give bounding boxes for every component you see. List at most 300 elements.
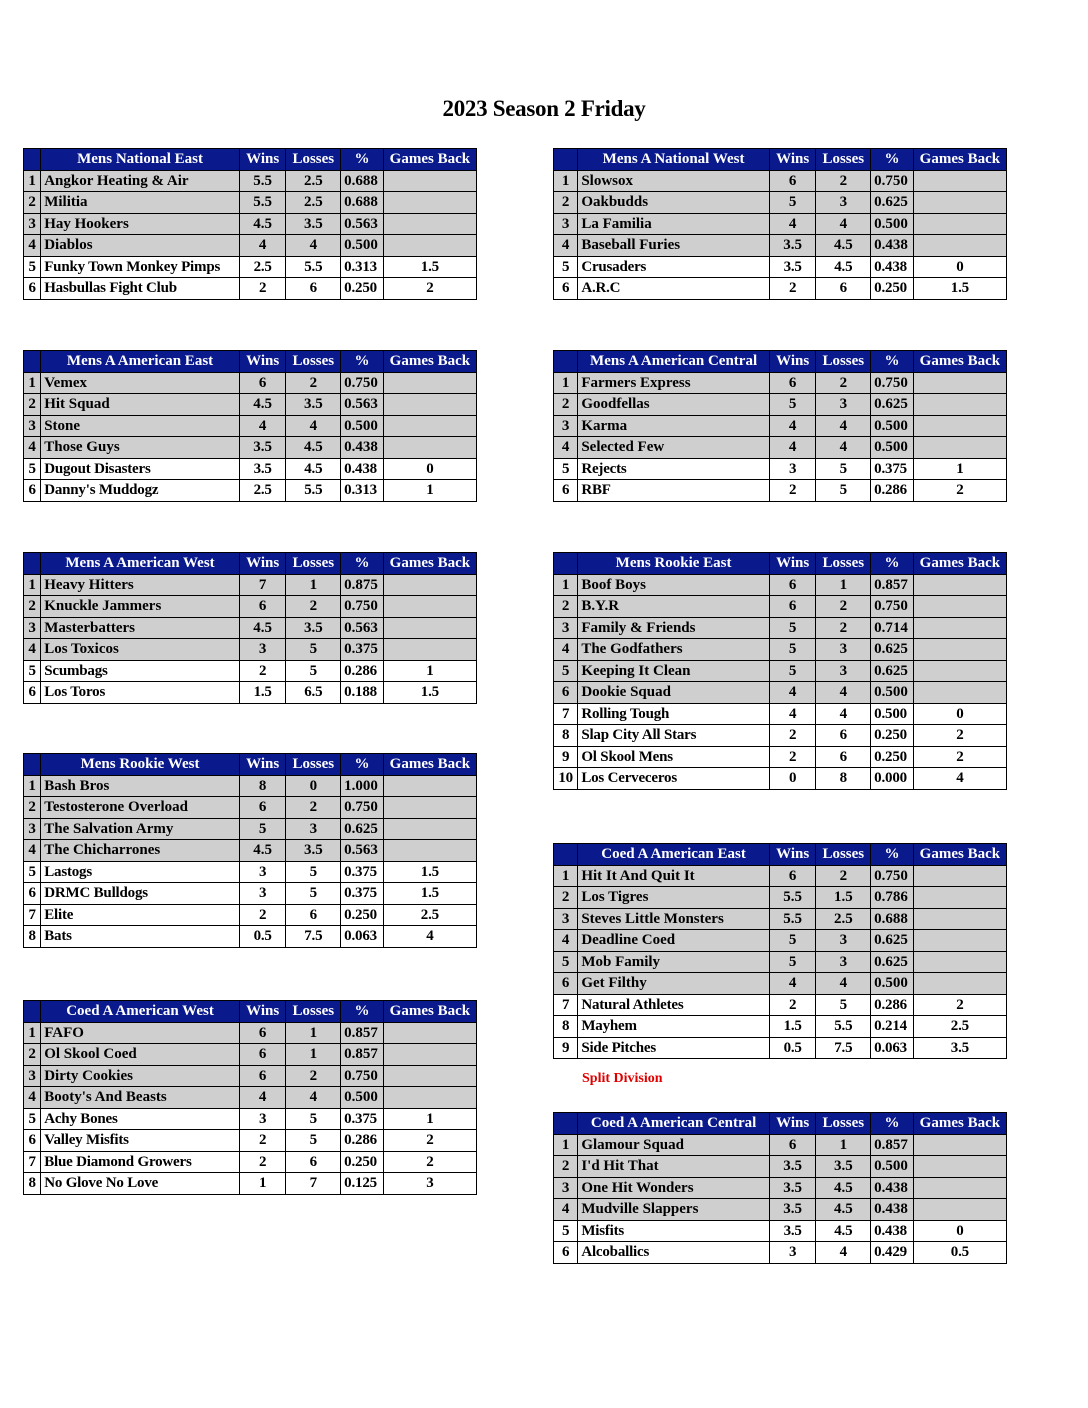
games-back-header: Games Back	[383, 754, 476, 776]
wins-cell: 1	[239, 1173, 286, 1195]
wins-cell: 6	[239, 797, 286, 819]
team-row	[554, 256, 1007, 278]
rank-cell: 8	[554, 725, 578, 747]
team-name-cell: Dookie Squad	[578, 682, 770, 704]
pct-cell: 0.500	[871, 437, 914, 459]
wins-cell: 6	[769, 1134, 816, 1156]
team-row	[24, 639, 477, 661]
wins-cell: 3.5	[769, 1199, 816, 1221]
wins-cell: 4	[769, 973, 816, 995]
wins-cell: 6	[239, 1022, 286, 1044]
division-name-header: Coed A American Central	[578, 1113, 770, 1135]
rank-cell: 5	[24, 256, 41, 278]
team-name-cell: Knuckle Jammers	[41, 596, 240, 618]
pct-cell: 0.857	[341, 1022, 384, 1044]
rank-header	[24, 553, 41, 575]
rank-cell: 6	[24, 1130, 41, 1152]
rank-cell: 1	[554, 170, 578, 192]
team-row	[554, 1016, 1007, 1038]
wins-cell: 5	[769, 930, 816, 952]
losses-cell: 5.5	[286, 256, 341, 278]
pct-cell: 0.563	[341, 617, 384, 639]
games-back-header: Games Back	[913, 1113, 1006, 1135]
losses-cell: 5	[286, 660, 341, 682]
team-name-cell: The Chicharrones	[41, 840, 240, 862]
rank-cell: 1	[24, 1022, 41, 1044]
team-name-cell: Elite	[41, 904, 240, 926]
pct-cell: 0.438	[341, 437, 384, 459]
team-name-cell: Dirty Cookies	[41, 1065, 240, 1087]
games-back-header: Games Back	[383, 1001, 476, 1023]
losses-cell: 1	[816, 1134, 871, 1156]
rank-cell: 8	[24, 1173, 41, 1195]
pct-cell: 0.875	[341, 574, 384, 596]
pct-header: %	[341, 351, 384, 373]
pct-cell: 0.625	[871, 951, 914, 973]
wins-header: Wins	[239, 754, 286, 776]
losses-cell: 4.5	[286, 437, 341, 459]
losses-cell: 3	[816, 639, 871, 661]
team-row	[24, 775, 477, 797]
team-name-cell: Scumbags	[41, 660, 240, 682]
rank-cell: 6	[554, 278, 578, 300]
wins-cell: 6	[769, 865, 816, 887]
losses-header: Losses	[286, 351, 341, 373]
pct-cell: 0.250	[341, 278, 384, 300]
pct-cell: 0.375	[871, 458, 914, 480]
pct-cell: 0.563	[341, 394, 384, 416]
pct-cell: 0.438	[871, 1199, 914, 1221]
team-row	[554, 213, 1007, 235]
losses-cell: 5	[286, 1130, 341, 1152]
games-back-cell	[913, 865, 1006, 887]
games-back-cell: 0	[383, 458, 476, 480]
games-back-cell: 2.5	[383, 904, 476, 926]
team-name-cell: The Salvation Army	[41, 818, 240, 840]
team-row	[554, 746, 1007, 768]
team-name-cell: Bash Bros	[41, 775, 240, 797]
rank-header	[554, 1113, 578, 1135]
team-name-cell: Slap City All Stars	[578, 725, 770, 747]
games-back-cell: 1	[383, 1108, 476, 1130]
losses-cell: 4	[816, 703, 871, 725]
team-row	[24, 904, 477, 926]
team-name-cell: Get Filthy	[578, 973, 770, 995]
games-back-cell: 1.5	[383, 861, 476, 883]
wins-cell: 4	[239, 1087, 286, 1109]
pct-cell: 0.438	[871, 1177, 914, 1199]
rank-cell: 4	[24, 639, 41, 661]
team-row	[554, 930, 1007, 952]
pct-header: %	[341, 149, 384, 171]
team-row	[554, 480, 1007, 502]
rank-cell: 5	[24, 861, 41, 883]
rank-cell: 5	[554, 951, 578, 973]
rank-cell: 3	[24, 213, 41, 235]
pct-cell: 0.500	[871, 973, 914, 995]
wins-cell: 5	[769, 951, 816, 973]
pct-cell: 0.375	[341, 1108, 384, 1130]
division-name-header: Mens A American Central	[578, 351, 770, 373]
losses-cell: 0	[286, 775, 341, 797]
rank-cell: 4	[24, 437, 41, 459]
pct-cell: 0.786	[871, 887, 914, 909]
losses-cell: 4	[816, 1242, 871, 1264]
wins-header: Wins	[239, 351, 286, 373]
team-row	[24, 926, 477, 948]
pct-cell: 0.857	[871, 574, 914, 596]
pct-cell: 0.313	[341, 256, 384, 278]
header-row	[24, 351, 477, 373]
losses-cell: 4	[286, 1087, 341, 1109]
games-back-header: Games Back	[383, 553, 476, 575]
losses-cell: 3	[816, 951, 871, 973]
pct-header: %	[341, 1001, 384, 1023]
team-name-cell: Los Toros	[41, 682, 240, 704]
team-row	[554, 1156, 1007, 1178]
rank-header	[24, 754, 41, 776]
team-name-cell: A.R.C	[578, 278, 770, 300]
rank-cell: 6	[554, 1242, 578, 1264]
wins-header: Wins	[769, 553, 816, 575]
team-row	[24, 415, 477, 437]
games-back-cell	[913, 1134, 1006, 1156]
games-back-cell: 1	[383, 660, 476, 682]
pct-cell: 0.857	[341, 1044, 384, 1066]
team-row	[24, 437, 477, 459]
wins-cell: 3	[239, 861, 286, 883]
pct-cell: 0.500	[871, 1156, 914, 1178]
rank-header	[554, 149, 578, 171]
team-row	[554, 596, 1007, 618]
rank-cell: 6	[24, 883, 41, 905]
team-name-cell: Achy Bones	[41, 1108, 240, 1130]
rank-cell: 2	[554, 192, 578, 214]
games-back-cell	[383, 1087, 476, 1109]
wins-cell: 6	[769, 372, 816, 394]
team-row	[24, 818, 477, 840]
rank-header	[24, 149, 41, 171]
team-name-cell: Farmers Express	[578, 372, 770, 394]
division-name-header: Mens A American West	[41, 553, 240, 575]
team-name-cell: B.Y.R	[578, 596, 770, 618]
losses-cell: 2	[816, 372, 871, 394]
team-row	[554, 1134, 1007, 1156]
wins-cell: 0	[769, 768, 816, 790]
games-back-cell	[913, 213, 1006, 235]
rank-header	[554, 553, 578, 575]
losses-header: Losses	[816, 351, 871, 373]
team-name-cell: Glamour Squad	[578, 1134, 770, 1156]
standings-table-mens-a-american-west	[23, 552, 477, 704]
wins-header: Wins	[769, 844, 816, 866]
division-name-header: Coed A American West	[41, 1001, 240, 1023]
team-name-cell: FAFO	[41, 1022, 240, 1044]
rank-cell: 2	[24, 1044, 41, 1066]
losses-cell: 2	[286, 797, 341, 819]
team-name-cell: Those Guys	[41, 437, 240, 459]
header-row	[24, 149, 477, 171]
wins-cell: 6	[239, 372, 286, 394]
pct-cell: 0.625	[341, 818, 384, 840]
team-row	[554, 170, 1007, 192]
losses-cell: 2	[816, 170, 871, 192]
team-row	[554, 768, 1007, 790]
team-row	[554, 574, 1007, 596]
games-back-cell	[913, 1199, 1006, 1221]
team-row	[24, 235, 477, 257]
wins-header: Wins	[239, 149, 286, 171]
wins-cell: 0.5	[769, 1037, 816, 1059]
losses-cell: 3	[286, 818, 341, 840]
rank-cell: 1	[24, 775, 41, 797]
pct-cell: 0.563	[341, 213, 384, 235]
games-back-cell: 0.5	[913, 1242, 1006, 1264]
losses-cell: 2	[816, 617, 871, 639]
games-back-cell: 1	[383, 480, 476, 502]
wins-cell: 6	[769, 574, 816, 596]
pct-cell: 0.688	[341, 192, 384, 214]
losses-cell: 4.5	[286, 458, 341, 480]
team-name-cell: Crusaders	[578, 256, 770, 278]
pct-cell: 0.750	[341, 372, 384, 394]
division-name-header: Mens National East	[41, 149, 240, 171]
rank-cell: 3	[24, 1065, 41, 1087]
division-name-header: Coed A American East	[578, 844, 770, 866]
team-row	[24, 192, 477, 214]
wins-cell: 3	[769, 458, 816, 480]
losses-cell: 4.5	[816, 1220, 871, 1242]
games-back-cell	[383, 415, 476, 437]
losses-cell: 2	[286, 596, 341, 618]
losses-cell: 4.5	[816, 1177, 871, 1199]
wins-cell: 5	[239, 818, 286, 840]
wins-cell: 5	[769, 660, 816, 682]
rank-cell: 2	[24, 192, 41, 214]
losses-cell: 5	[286, 639, 341, 661]
rank-cell: 1	[554, 372, 578, 394]
rank-cell: 3	[554, 415, 578, 437]
pct-cell: 1.000	[341, 775, 384, 797]
losses-cell: 4	[816, 682, 871, 704]
losses-header: Losses	[816, 149, 871, 171]
games-back-cell	[913, 192, 1006, 214]
losses-cell: 2.5	[286, 192, 341, 214]
division-name-header: Mens Rookie East	[578, 553, 770, 575]
team-row	[554, 617, 1007, 639]
wins-cell: 6	[239, 596, 286, 618]
pct-cell: 0.214	[871, 1016, 914, 1038]
team-name-cell: Los Tigres	[578, 887, 770, 909]
losses-header: Losses	[286, 754, 341, 776]
games-back-cell: 1	[913, 458, 1006, 480]
team-name-cell: Blue Diamond Growers	[41, 1151, 240, 1173]
losses-header: Losses	[816, 844, 871, 866]
rank-header	[554, 351, 578, 373]
wins-cell: 2	[239, 278, 286, 300]
team-name-cell: Militia	[41, 192, 240, 214]
rank-cell: 1	[554, 865, 578, 887]
team-name-cell: The Godfathers	[578, 639, 770, 661]
pct-header: %	[341, 553, 384, 575]
losses-cell: 7.5	[816, 1037, 871, 1059]
games-back-cell	[913, 639, 1006, 661]
pct-header: %	[871, 351, 914, 373]
wins-cell: 3.5	[769, 1177, 816, 1199]
pct-cell: 0.563	[341, 840, 384, 862]
team-row	[554, 1220, 1007, 1242]
standings-table-mens-national-east	[23, 148, 477, 300]
pct-cell: 0.188	[341, 682, 384, 704]
team-row	[24, 660, 477, 682]
wins-cell: 7	[239, 574, 286, 596]
losses-cell: 1	[286, 1022, 341, 1044]
pct-cell: 0.250	[871, 725, 914, 747]
pct-cell: 0.688	[871, 908, 914, 930]
team-name-cell: Vemex	[41, 372, 240, 394]
team-name-cell: Baseball Furies	[578, 235, 770, 257]
losses-cell: 5.5	[816, 1016, 871, 1038]
pct-cell: 0.500	[341, 235, 384, 257]
rank-cell: 10	[554, 768, 578, 790]
losses-cell: 8	[816, 768, 871, 790]
games-back-cell	[913, 660, 1006, 682]
losses-cell: 6	[816, 725, 871, 747]
wins-cell: 2	[769, 994, 816, 1016]
header-row	[24, 754, 477, 776]
team-name-cell: Heavy Hitters	[41, 574, 240, 596]
rank-cell: 4	[554, 930, 578, 952]
games-back-cell	[913, 908, 1006, 930]
games-back-cell: 2	[383, 1151, 476, 1173]
pct-cell: 0.250	[341, 1151, 384, 1173]
wins-cell: 4.5	[239, 213, 286, 235]
team-name-cell: Bats	[41, 926, 240, 948]
team-name-cell: RBF	[578, 480, 770, 502]
team-name-cell: Karma	[578, 415, 770, 437]
standings-table-coed-a-american-east	[553, 843, 1007, 1059]
games-back-cell	[383, 639, 476, 661]
games-back-cell: 4	[913, 768, 1006, 790]
rank-cell: 3	[24, 415, 41, 437]
wins-cell: 3.5	[239, 458, 286, 480]
pct-cell: 0.625	[871, 639, 914, 661]
losses-cell: 3.5	[286, 840, 341, 862]
team-row	[24, 480, 477, 502]
losses-cell: 7.5	[286, 926, 341, 948]
pct-cell: 0.857	[871, 1134, 914, 1156]
rank-cell: 5	[24, 660, 41, 682]
team-row	[24, 861, 477, 883]
games-back-cell	[913, 617, 1006, 639]
losses-cell: 6	[286, 904, 341, 926]
pct-cell: 0.313	[341, 480, 384, 502]
losses-cell: 3	[816, 660, 871, 682]
team-row	[554, 994, 1007, 1016]
team-name-cell: One Hit Wonders	[578, 1177, 770, 1199]
rank-cell: 5	[554, 458, 578, 480]
pct-cell: 0.750	[341, 596, 384, 618]
wins-cell: 4	[769, 415, 816, 437]
team-row	[554, 437, 1007, 459]
split-division-note: Split Division	[582, 1071, 663, 1086]
team-name-cell: Steves Little Monsters	[578, 908, 770, 930]
team-name-cell: Selected Few	[578, 437, 770, 459]
losses-cell: 6	[286, 1151, 341, 1173]
games-back-cell	[913, 170, 1006, 192]
games-back-cell	[383, 617, 476, 639]
games-back-cell	[383, 394, 476, 416]
team-row	[554, 1199, 1007, 1221]
games-back-cell	[383, 574, 476, 596]
losses-cell: 4.5	[816, 256, 871, 278]
division-name-header: Mens Rookie West	[41, 754, 240, 776]
games-back-cell: 1.5	[383, 256, 476, 278]
losses-cell: 3.5	[286, 213, 341, 235]
wins-cell: 6	[239, 1044, 286, 1066]
team-row	[24, 682, 477, 704]
team-row	[24, 1108, 477, 1130]
wins-cell: 2	[239, 1151, 286, 1173]
games-back-cell	[913, 574, 1006, 596]
pct-cell: 0.750	[871, 596, 914, 618]
rank-cell: 7	[554, 703, 578, 725]
games-back-cell	[913, 437, 1006, 459]
wins-cell: 3	[239, 1108, 286, 1130]
wins-cell: 1.5	[769, 1016, 816, 1038]
team-row	[24, 1173, 477, 1195]
games-back-cell	[913, 887, 1006, 909]
team-name-cell: Danny's Muddogz	[41, 480, 240, 502]
pct-cell: 0.750	[871, 170, 914, 192]
team-row	[24, 883, 477, 905]
losses-cell: 3	[816, 930, 871, 952]
standings-table-mens-a-national-west	[553, 148, 1007, 300]
team-row	[554, 865, 1007, 887]
wins-cell: 3.5	[239, 437, 286, 459]
division-name-header: Mens A National West	[578, 149, 770, 171]
games-back-cell	[913, 930, 1006, 952]
losses-cell: 4	[816, 437, 871, 459]
team-row	[24, 458, 477, 480]
wins-cell: 2	[769, 746, 816, 768]
wins-cell: 4	[239, 235, 286, 257]
header-row	[554, 553, 1007, 575]
pct-cell: 0.500	[871, 415, 914, 437]
wins-cell: 4	[769, 437, 816, 459]
rank-cell: 7	[24, 904, 41, 926]
losses-cell: 6.5	[286, 682, 341, 704]
rank-cell: 1	[24, 170, 41, 192]
games-back-cell: 2	[913, 480, 1006, 502]
rank-cell: 2	[24, 394, 41, 416]
games-back-cell	[383, 840, 476, 862]
games-back-cell	[383, 818, 476, 840]
wins-cell: 4	[769, 682, 816, 704]
team-name-cell: Keeping It Clean	[578, 660, 770, 682]
pct-cell: 0.063	[341, 926, 384, 948]
team-row	[24, 797, 477, 819]
games-back-cell: 2	[913, 746, 1006, 768]
games-back-cell	[383, 797, 476, 819]
pct-cell: 0.750	[871, 372, 914, 394]
wins-cell: 3	[239, 639, 286, 661]
games-back-cell	[383, 1065, 476, 1087]
losses-cell: 6	[816, 278, 871, 300]
rank-cell: 5	[554, 256, 578, 278]
team-name-cell: Los Toxicos	[41, 639, 240, 661]
wins-cell: 5	[769, 394, 816, 416]
